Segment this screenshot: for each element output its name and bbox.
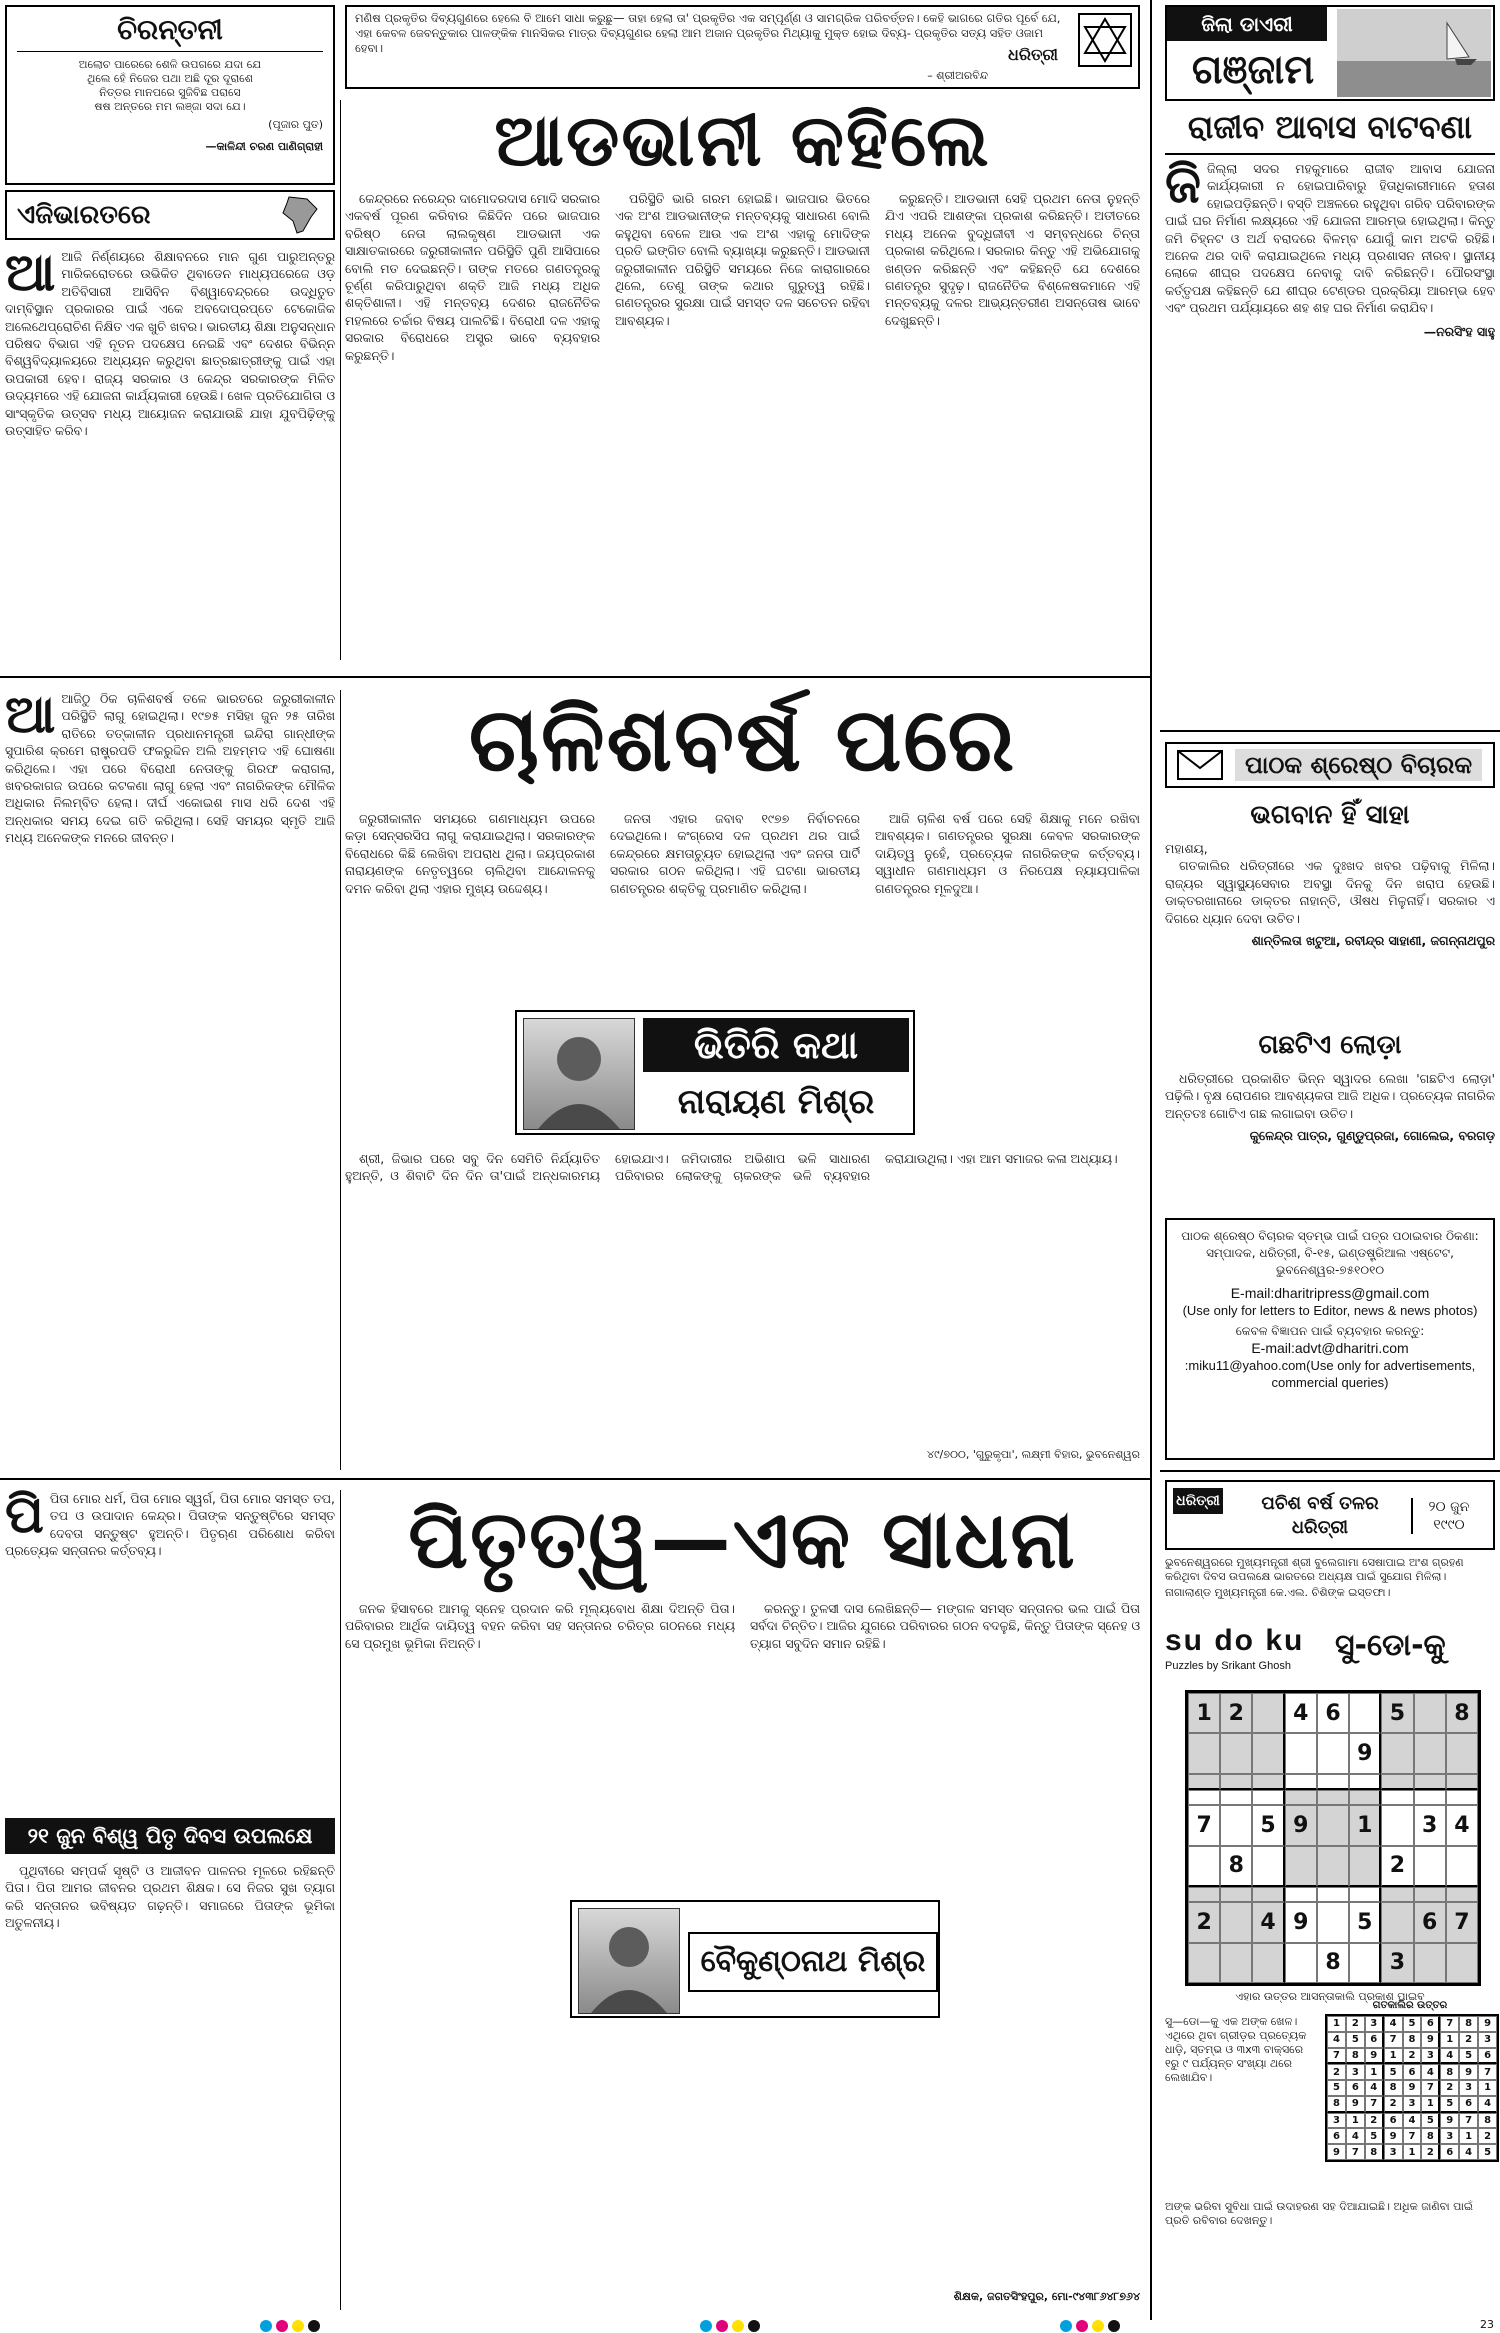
sudoku-subtitle: Puzzles by Srikant Ghosh [1165, 1660, 1291, 1672]
sudoku-cell[interactable] [1188, 1733, 1220, 1773]
sudoku-cell[interactable] [1285, 1733, 1317, 1773]
sudoku-cell: 3 [1478, 2032, 1497, 2048]
rule [1160, 1470, 1500, 1472]
chalisha-col-4 [875, 810, 1140, 1010]
sudoku-cell[interactable] [1381, 1902, 1413, 1942]
contact-box [1165, 1218, 1495, 1460]
letter-1-text: ଗତକାଲିର ଧରିତ୍ରୀରେ ଏକ ଦୁଃଖଦ ଖବର ପଢ଼ିବାକୁ ମିଳିଲା। ରାଜ୍ୟର ସ୍ୱାସ୍ଥ୍ୟସେବାର ଅବସ୍ଥା ଦିନକୁ ଦିନ ଖରାପ ହେଉଛି। ଡାକ୍ତରଖାନାରେ ଡାକ୍ତର ନାହାନ୍ତି, ଔଷଧ ମିଳୁନାହିଁ। ସରକାର ଏ ଦିଗରେ ଧ୍ୟାନ ଦେବା ଉଚିତ। [1165, 858, 1495, 926]
pitrutwa-intro-text: ପିତା ମୋର ଧର୍ମ, ପିତା ମୋର ସ୍ୱର୍ଗ, ପିତା ମୋର ସମସ୍ତ ତପ, ତପ ଓ ଉପାଦାନ କେନ୍ଦ୍ର। ପିତାଙ୍କ ସନ୍ତୁଷ୍ଟିରେ ସମସ୍ତ ଦେବତା ସନ୍ତୁଷ୍ଟ ହୁଅନ୍ତି। ପିତୃଋଣ ପରିଶୋଧ କରିବା ପ୍ରତ୍ୟେକ ସନ୍ତାନର କର୍ତ୍ତବ୍ୟ। [5, 1491, 335, 1559]
sudoku-cell[interactable] [1220, 1943, 1252, 1983]
sudoku-cell[interactable] [1446, 1790, 1478, 1805]
sudoku-cell: 8 [1346, 2048, 1365, 2065]
envelope-icon [1177, 750, 1223, 780]
sudoku-cell[interactable]: 8 [1446, 1693, 1478, 1733]
sudoku-cell[interactable]: 4 [1446, 1805, 1478, 1845]
ganjam-text: ଜିଲ୍ଲା ସଦର ମହକୁମାରେ ରାଜୀବ ଆବାସ ଯୋଜନା କାର୍ଯ୍ୟକାରୀ ନ ହୋଇପାରିବାରୁ ହିତାଧିକାରୀମାନେ ହତାଶ ହୋଇପଡ଼ିଛନ୍ତି। ବସ୍ତି ଅଞ୍ଚଳରେ ରହୁଥିବା ଗରିବ ପରିବାରଙ୍କ ପାଇଁ ଘର ନିର୍ମାଣ ଲକ୍ଷ୍ୟରେ ଏହି ଯୋଜନା ଆରମ୍ଭ ହୋଇଥିଲା। କିନ୍ତୁ ଜମି ଚିହ୍ନଟ ଓ ଅର୍ଥ ବରାଦରେ ବିଳମ୍ବ ଯୋଗୁଁ କାମ ଅଟକି ରହିଛି। ଅନେକ ଥର ଦାବି କରାଯାଇଥିଲେ ମଧ୍ୟ ପ୍ରଶାସନ ନୀରବ। ସ୍ଥାନୀୟ ଲୋକେ ଶୀଘ୍ର ପଦକ୍ଷେପ ନେବାକୁ ଦାବି କରିଛନ୍ତି। ପୌରସଂସ୍ଥା କର୍ତ୍ତୃପକ୍ଷ କହିଛନ୍ତି ଯେ ଶୀଘ୍ର ଟେଣ୍ଡର ପ୍ରକ୍ରିୟା ଆରମ୍ଭ ହେବ ଏବଂ ପ୍ରଥମ ପର୍ଯ୍ୟାୟରେ ଶହ ଶହ ଘର ନିର୍ମାଣ କରାଯିବ। [1165, 161, 1495, 316]
sudoku-cell[interactable] [1381, 1774, 1413, 1790]
registration-mark [748, 2320, 760, 2332]
sudoku-cell[interactable] [1446, 1733, 1478, 1773]
sudoku-title: ସୁ-ଡୋ-କୁ [1335, 1628, 1446, 1663]
india-map-icon [277, 195, 323, 235]
sudoku-cell[interactable] [1285, 1887, 1317, 1902]
sudoku-cell[interactable] [1188, 1774, 1220, 1790]
sudoku-cell[interactable] [1317, 1846, 1349, 1887]
sudoku-cell: 2 [1440, 2080, 1459, 2096]
sudoku-cell: 6 [1346, 2080, 1365, 2096]
masthead-quote: ମଣିଷ ପ୍ରକୃତିର ଦିବ୍ୟଗୁଣରେ ହେଲେ ବି ଆମେ ସାଧା କରୁଛୁ— ତାହା ହେଲା ତା' ପ୍ରକୃତିର ଏକ ସମ୍ପୂର୍ଣ୍ଣ ଓ ସାମଗ୍ରିକ ପରିବର୍ତ୍ତନ। କେହି ଭାଗରେ ଗତିର ପୂର୍ବେ ଯେ, ଏହା କେବଳ ଜେବନ୍ତୁକାର ପାଳଙ୍କିକ ମାନସିକର ମାତ୍ର ଦିବ୍ୟଗୁଣର ହେଲା ଆମ ଅଜାନ ପ୍ରକୃତିର ମିଥ୍ୟାକୁ ମୁକ୍ତ ହୋଇ ଦିବ୍ୟ- ପ୍ରକୃତିର ସତ୍ୟ ସହିତ ଓଜାମ ହେବା। [355, 11, 1061, 55]
anniversary-item: ନାଗାଲାଣ୍ଡ ମୁଖ୍ୟମନ୍ତ୍ରୀ କେ.ଏଲ. ଚିଶିଙ୍କ ଇସ୍ତଫା। [1165, 1586, 1391, 1599]
chirantani-author: —କାଳିନ୍ଦୀ ଚରଣ ପାଣିଗ୍ରାହୀ [205, 140, 323, 153]
sudoku-cell: 8 [1440, 2064, 1459, 2080]
pitrutwa-col-3 [750, 1600, 1140, 1900]
sudoku-cell: 7 [1440, 2016, 1459, 2032]
sudoku-cell: 8 [1459, 2016, 1478, 2032]
sudoku-cell: 6 [1365, 2032, 1384, 2048]
sudoku-cell: 5 [1478, 2144, 1497, 2160]
sudoku-cell: 5 [1421, 2113, 1440, 2129]
letter-salutation: ମହାଶୟ, [1165, 841, 1208, 856]
pitrutwa-col-1 [5, 1862, 335, 2312]
ajibharat-title-banner [5, 190, 335, 240]
sudoku-cell: 7 [1421, 2080, 1440, 2096]
sudoku-cell: 9 [1346, 2096, 1365, 2113]
sudoku-cell[interactable]: 9 [1285, 1902, 1317, 1942]
sudoku-cell[interactable]: 9 [1349, 1733, 1381, 1773]
sudoku-footer: ଅଙ୍କ ଭରିବା ସୁବିଧା ପାଇଁ ଉଦାହରଣ ସହ ଦିଆଯାଇଛି। ଅଧିକ ଜାଣିବା ପାଇଁ ପ୍ରତି ରବିବାର ଦେଖନ୍ତୁ। [1165, 2200, 1474, 2227]
sudoku-cell: 6 [1459, 2096, 1478, 2113]
chalisha-col-3-text: ଜନତା ଏହାର ଜବାବ ୧୯୭୭ ନିର୍ବାଚନରେ ଦେଇଥିଲେ। କଂଗ୍ରେସ ଦଳ ପ୍ରଥମ ଥର ପାଇଁ କେନ୍ଦ୍ରରେ କ୍ଷମତାଚ୍ୟୁତ ହୋଇଥିଲା ଏବଂ ଜନତା ପାର୍ଟି ସରକାର ଗଠନ କରିଥିଲା। ଏହି ଘଟଣା ଭାରତୀୟ ଗଣତନ୍ତ୍ରର ଶକ୍ତିକୁ ପ୍ରମାଣିତ କରିଥିଲା। [610, 811, 860, 896]
sudoku-cell[interactable] [1252, 1774, 1284, 1790]
advani-col-1 [345, 190, 600, 660]
article-author: ନାରାୟଣ ମିଶ୍ର [677, 1082, 875, 1122]
masthead-attribution: – ଶ୍ରୀଅରବିନ୍ଦ [927, 69, 988, 82]
masthead-quote-box [345, 5, 1140, 89]
sudoku-cell[interactable]: 2 [1188, 1902, 1220, 1942]
sudoku-cell: 3 [1327, 2113, 1346, 2129]
sudoku-cell[interactable] [1317, 1790, 1349, 1805]
sudoku-cell: 2 [1365, 2113, 1384, 2129]
author-photo [523, 1018, 635, 1130]
rule [340, 100, 341, 660]
sudoku-cell: 9 [1478, 2016, 1497, 2032]
sudoku-cell[interactable] [1220, 1733, 1252, 1773]
sudoku-cell: 1 [1346, 2113, 1365, 2129]
contact-ad-label: କେବଳ ବିଜ୍ଞାପନ ପାଇଁ ବ୍ୟବହାର କରନ୍ତୁ: [1235, 1324, 1425, 1338]
anniversary-item: ଭୁବନେଶ୍ୱରରେ ମୁଖ୍ୟମନ୍ତ୍ରୀ ଶ୍ରୀ ବୁଲେଗାମା ସେଷାପାଇ ଅଂଶ ଗ୍ରହଣ କରିଥିବା ଦିବସ ଉପଲକ୍ଷେ ଭାରତରେ ଅଧ୍ୟକ୍ଷ ପାଇଁ ସୁଯୋଗ ମିଳିଲା। [1165, 1556, 1464, 1583]
registration-mark [1076, 2320, 1088, 2332]
sudoku-cell[interactable] [1381, 1805, 1413, 1845]
chalisha-col-1 [5, 690, 335, 1480]
reader-letter-label [1165, 742, 1495, 788]
sudoku-cell[interactable]: 3 [1414, 1805, 1446, 1845]
sudoku-cell: 4 [1440, 2048, 1459, 2065]
sudoku-cell: 3 [1384, 2144, 1403, 2160]
sudoku-cell: 7 [1365, 2096, 1384, 2113]
sudoku-cell: 2 [1421, 2144, 1440, 2160]
sudoku-cell[interactable] [1285, 1846, 1317, 1887]
sudoku-cell[interactable] [1446, 1846, 1478, 1887]
rule [340, 1490, 341, 2310]
sudoku-cell[interactable]: 4 [1252, 1902, 1284, 1942]
sudoku-cell[interactable]: 6 [1317, 1693, 1349, 1733]
sudoku-cell[interactable] [1414, 1790, 1446, 1805]
ganjam-tag: ଜିଲା ଡାଏରୀ [1167, 7, 1327, 41]
chalisha-col-1-text: ଆଜିଠୁ ଠିକ ଚାଳିଶବର୍ଷ ତଳେ ଭାରତରେ ଜରୁରୀକାଳୀନ ପରିସ୍ଥିତି ଲାଗୁ ହୋଇଥିଲା। ୧୯୭୫ ମସିହା ଜୁନ ୨୫ ତାରିଖ ରାତିରେ ତତ୍କାଳୀନ ପ୍ରଧାନମନ୍ତ୍ରୀ ଇନ୍ଦିରା ଗାନ୍ଧୀଙ୍କ ସୁପାରିଶ କ୍ରମେ ରାଷ୍ଟ୍ରପତି ଫକରୁଦ୍ଦିନ ଅଲି ଅହମ୍ମଦ ଏହି ଘୋଷଣା କରିଥିଲେ। ଏହା ପରେ ବିରୋଧୀ ନେତାଙ୍କୁ ଗିରଫ କରାଗଲା, ଖବରକାଗଜ ଉପରେ କଟକଣା ଲାଗୁ ହେଲା ଏବଂ ନାଗରିକଙ୍କ ମୌଳିକ ଅଧିକାର ନିଲମ୍ବିତ ହେଲା। ଦୀର୍ଘ ଏକୋଇଶ ମାସ ଧରି ଦେଶ ଏହି ଅନ୍ଧକାର ସମୟ ଦେଇ ଗତି କରିଥିଲା। ସେହି ସମୟର ସ୍ମୃତି ଆଜି ମଧ୍ୟ ଅନେକଙ୍କ ମନରେ ଜୀବନ୍ତ। [5, 691, 335, 846]
rule [340, 690, 341, 1470]
pitrutwa-signature: ଶିକ୍ଷକ, ଜଗତସିଂହପୁର, ମୋ-୯୪୩୮୬୪୮୭୬୪ [953, 2290, 1140, 2303]
sudoku-cell[interactable]: 1 [1349, 1805, 1381, 1845]
contact-email-note: (Use only for letters to Editor, news & news photos) [1182, 1303, 1478, 1318]
sudoku-cell: 1 [1478, 2080, 1497, 2096]
chalisha-address: ୪୯/୭୦୦, 'ଗୁରୁକୃପା', ଲକ୍ଷ୍ମୀ ବିହାର, ଭୁବନେଶ୍ୱର [927, 1448, 1140, 1461]
dropcap: ଆ [5, 243, 56, 303]
sudoku-cell[interactable] [1414, 1693, 1446, 1733]
sudoku-cell[interactable]: 8 [1220, 1846, 1252, 1887]
sudoku-cell[interactable] [1317, 1774, 1349, 1790]
sudoku-cell: 5 [1365, 2128, 1384, 2144]
sudoku-header [1165, 1624, 1495, 1678]
chirantani-poem-source: (ପୂଜାର ପୁତ) [268, 118, 323, 131]
sudoku-cell[interactable] [1220, 1902, 1252, 1942]
reader-letter-title: ପାଠକ ଶ୍ରେଷ୍ଠ ବିଚାରକ [1235, 749, 1482, 781]
sudoku-cell[interactable]: 7 [1446, 1902, 1478, 1942]
sudoku-cell[interactable]: 8 [1317, 1943, 1349, 1983]
sudoku-cell: 7 [1478, 2064, 1497, 2080]
sudoku-cell[interactable] [1252, 1943, 1284, 1983]
sudoku-cell[interactable] [1381, 1887, 1413, 1902]
sudoku-cell: 9 [1327, 2144, 1346, 2160]
sudoku-cell: 7 [1346, 2144, 1365, 2160]
sudoku-cell[interactable] [1220, 1790, 1252, 1805]
anniversary-box [1165, 1480, 1495, 1550]
sudoku-cell: 2 [1403, 2048, 1422, 2065]
page-number: 23 [1480, 2318, 1494, 2331]
ganjam-byline: —ନରସିଂହ ସାହୁ [1423, 323, 1495, 339]
sudoku-cell: 4 [1346, 2128, 1365, 2144]
sudoku-cell[interactable] [1349, 1693, 1381, 1733]
sudoku-cell: 2 [1459, 2032, 1478, 2048]
sudoku-cell[interactable] [1220, 1805, 1252, 1845]
pitrutwa-author: ବୈକୁଣ୍ଠନାଥ ମିଶ୍ର [688, 1932, 938, 1992]
rule [1160, 730, 1500, 732]
sudoku-cell[interactable]: 5 [1252, 1805, 1284, 1845]
sudoku-cell[interactable]: 2 [1220, 1693, 1252, 1733]
sudoku-cell[interactable] [1188, 1846, 1220, 1887]
sudoku-cell: 1 [1327, 2016, 1346, 2032]
sudoku-cell[interactable] [1188, 1943, 1220, 1983]
sudoku-logo: su do ku [1165, 1624, 1305, 1657]
sudoku-cell[interactable] [1252, 1733, 1284, 1773]
pitrutwa-col-2-text: ଜନକ ହିସାବରେ ଆମକୁ ସ୍ନେହ ପ୍ରଦାନ କରି ମୂଲ୍ୟବୋଧ ଶିକ୍ଷା ଦିଅନ୍ତି ପିତା। ପରିବାରର ଆର୍ଥିକ ଦାୟିତ୍ୱ ବହନ କରିବା ସହ ସନ୍ତାନର ଚରିତ୍ର ଗଠନରେ ମଧ୍ୟ ସେ ପ୍ରମୁଖ ଭୂମିକା ନିଅନ୍ତି। [345, 1601, 735, 1651]
letter-1-signature: ଶାନ୍ତିଲତା ଖଟୁଆ, ରବୀନ୍ଦ୍ର ସାହାଣୀ, ଜଗନ୍ନାଥପୁର [1251, 933, 1495, 949]
contact-email-editor[interactable]: E-mail:dharitripress@gmail.com [1230, 1285, 1430, 1301]
letter-2-text: ଧରିତ୍ରୀରେ ପ୍ରକାଶିତ ଭିନ୍ନ ସ୍ୱାଦର ଲେଖା 'ଗଛଟିଏ ଲୋଡ଼ା' ପଢ଼ିଲି। ବୃକ୍ଷ ରୋପଣର ଆବଶ୍ୟକତା ଆଜି ଅଧିକ। ପ୍ରତ୍ୟେକ ନାଗରିକ ଅନ୍ତତଃ ଗୋଟିଏ ଗଛ ଲଗାଇବା ଉଚିତ। [1165, 1071, 1495, 1121]
sudoku-cell: 8 [1365, 2144, 1384, 2160]
sudoku-cell: 5 [1384, 2064, 1403, 2080]
sudoku-cell: 2 [1478, 2128, 1497, 2144]
registration-mark [292, 2320, 304, 2332]
sudoku-cell[interactable] [1446, 1774, 1478, 1790]
anniversary-date: ୨୦ ଜୁନ ୧୯୯୦ [1411, 1498, 1485, 1534]
dropcap: ପି [5, 1490, 44, 1545]
sudoku-cell: 6 [1403, 2064, 1422, 2080]
bhitiri-katha-block [515, 1010, 915, 1135]
pitrutwa-col-1-text: ପୃଥିବୀରେ ସମ୍ପର୍କ ସୃଷ୍ଟି ଓ ଆଜୀବନ ପାଳନର ମୂଳରେ ରହିଛନ୍ତି ପିତା। ପିତା ଆମର ଜୀବନର ପ୍ରଥମ ଶିକ୍ଷକ। ସେ ନିଜର ସୁଖ ତ୍ୟାଗ କରି ସନ୍ତାନର ଭବିଷ୍ୟତ ଗଢ଼ନ୍ତି। ସମାଜରେ ପିତାଙ୍କ ଭୂମିକା ଅତୁଳନୀୟ। [5, 1863, 335, 1931]
sudoku-cell: 6 [1478, 2048, 1497, 2065]
ajibharat-section [5, 190, 335, 662]
sudoku-cell: 3 [1440, 2128, 1459, 2144]
chalisha-col-5 [345, 1150, 1140, 1440]
contact-email-advt[interactable]: E-mail:advt@dharitri.com [1251, 1340, 1409, 1356]
chirantani-box [5, 5, 335, 185]
registration-mark [260, 2320, 272, 2332]
sudoku-instructions: ସୁ—ଡୋ—କୁ ଏକ ଅଙ୍କ ଖେଳ। ଏଥିରେ ଥିବା ଗ୍ରୀଡ଼ର ପ୍ରତ୍ୟେକ ଧାଡ଼ି, ସ୍ତମ୍ଭ ଓ ୩x୩ ବାକ୍ସରେ ୧ରୁ ୯ ପର୍ଯ୍ୟନ୍ତ ସଂଖ୍ୟା ଥରେ ଲେଖାଯିବ। [1165, 2015, 1307, 2084]
sudoku-cell[interactable] [1414, 1846, 1446, 1887]
sudoku-cell[interactable] [1252, 1887, 1284, 1902]
chalisha-bottom-text: ଶ୍ରୀ, ଜିଭାର ପରେ ସବୁ ଦିନ ସେମିତି ନିର୍ଯ୍ୟାତିତ ହୁଅନ୍ତି, ଓ ଶିବାଟି ଦିନ ଦିନ ତା'ପାଇଁ ଅନ୍ଧକାରମୟ ହୋଇଯାଏ। ଜମିଦାରୀର ଅଭିଶାପ ଭଳି ସାଧାରଣ ପରିବାରର ଲୋକଙ୍କୁ ଚାକରଙ୍କ ଭଳି ବ୍ୟବହାର କରାଯାଉଥିଲା। ଏହା ଆମ ସମାଜର କଳା ଅଧ୍ୟାୟ। [345, 1151, 1118, 1184]
registration-mark [1060, 2320, 1072, 2332]
sudoku-cell: 7 [1327, 2048, 1346, 2065]
sudoku-cell[interactable] [1414, 1774, 1446, 1790]
sudoku-cell: 1 [1403, 2144, 1422, 2160]
advani-col-3-text: କରୁଛନ୍ତି। ଆଡଭାନୀ ସେହି ପ୍ରଥମ ନେତା ନୁହନ୍ତି ଯିଏ ଏପରି ଆଶଙ୍କା ପ୍ରକାଶ କରିଛନ୍ତି। ଅତୀତରେ ମଧ୍ୟ ଅନେକ ବୁଦ୍ଧିଜୀବୀ ଏ ସମ୍ବନ୍ଧରେ ଚିନ୍ତା ପ୍ରକାଶ କରିଥିଲେ। ସରକାର କିନ୍ତୁ ଏହି ଅଭିଯୋଗକୁ ଖଣ୍ଡନ କରିଛନ୍ତି ଏବଂ କହିଛନ୍ତି ଯେ ଦେଶରେ ଗଣତନ୍ତ୍ର ସୁଦୃଢ଼। ରାଜନୈତିକ ବିଶ୍ଳେଷକମାନେ ଏହି ମନ୍ତବ୍ୟକୁ ଦଳର ଆଭ୍ୟନ୍ତରୀଣ ଅସନ୍ତୋଷ ଭାବେ ଦେଖୁଛନ୍ତି। [885, 191, 1140, 328]
sudoku-cell[interactable] [1285, 1774, 1317, 1790]
ganjam-headline: ରାଜୀବ ଆବାସ ବାଟବଣା [1165, 108, 1495, 155]
sudoku-cell: 4 [1459, 2144, 1478, 2160]
rule [0, 1478, 1150, 1480]
chirantani-poem-line: ଅଲୋଚ ପାରେରେ ଶେଳି ଉପଗରେ ଯଦା ଯେ [78, 58, 262, 71]
sudoku-cell[interactable] [1381, 1733, 1413, 1773]
sudoku-cell[interactable] [1188, 1790, 1220, 1805]
sudoku-cell: 4 [1403, 2113, 1422, 2129]
ajibharat-text: ଆଜି ନିର୍ଣ୍ଣୟରେ ଶିକ୍ଷାବନରେ ମାନ ଗୁଣ ପାରୁଅନ୍ତରୁ ମାରିକରୋତରେ ଉଭିକିତ ଥିବାଡେନ ମାଧ୍ୟପରେଜେ ଓଡ଼ ଅତିବିସାରୀ ଆସିବିନ ବିଶ୍ୱାବେନ୍ଦ୍ରରେ ଉଦ୍ଧିତୁତ ଦାମ୍ବିସ୍ଥାନ ପ୍ରକାରର ପାଇଁ ଏକେ ଅବଦୋପ୍ରପ୍ତେ ଟେକୋଜିକ ଅଲେଥେପ୍ରୋଚିଣ ନିକ୍ଷିତ ଏକ ଖୁଚି ଖବର। ଭାରତୀୟ ଶିକ୍ଷା ଅନୁସନ୍ଧାନ ପରିଷଦ ବିଭାଗ ଏହି ନୂତନ ପଦକ୍ଷେପ ନେଇଛି ଏବଂ ଦେଶର ବିଭିନ୍ନ ବିଶ୍ୱବିଦ୍ୟାଳୟରେ ଅଧ୍ୟୟନ କରୁଥିବା ଛାତ୍ରଛାତ୍ରୀଙ୍କୁ ପାଇଁ ଏହା ଉପକାରୀ ହେବ। ରାଜ୍ୟ ସରକାର ଓ କେନ୍ଦ୍ର ସରକାରଙ୍କ ମିଳିତ ଉଦ୍ୟମରେ ଏହି ଯୋଜନା କାର୍ଯ୍ୟକାରୀ ହେଉଛି। ଖେଳ ପ୍ରତିଯୋଗିତା ଓ ସାଂସ୍କୃତିକ ଉତ୍ସବ ମଧ୍ୟ ଆୟୋଜନ କରାଯାଉଛି ଯାହା ଯୁବପିଢ଼ିଙ୍କୁ ଉତ୍ସାହିତ କରିବ। [5, 249, 335, 439]
sudoku-cell: 1 [1421, 2096, 1440, 2113]
sudoku-cell: 5 [1459, 2048, 1478, 2065]
sudoku-cell[interactable] [1188, 1887, 1220, 1902]
sudoku-cell: 7 [1459, 2113, 1478, 2129]
sudoku-cell[interactable]: 1 [1188, 1693, 1220, 1733]
dropcap: ଆ [5, 690, 56, 745]
registration-mark [716, 2320, 728, 2332]
registration-mark [308, 2320, 320, 2332]
ganjam-article [1165, 160, 1495, 720]
sudoku-cell: 9 [1421, 2032, 1440, 2048]
sudoku-cell: 8 [1478, 2113, 1497, 2129]
sudoku-cell[interactable] [1317, 1805, 1349, 1845]
sudoku-cell[interactable] [1349, 1846, 1381, 1887]
sudoku-cell[interactable]: 5 [1349, 1902, 1381, 1942]
ganjam-name: ଗଞ୍ଜାମ [1191, 47, 1315, 93]
sudoku-cell[interactable] [1317, 1887, 1349, 1902]
sudoku-cell: 8 [1403, 2032, 1422, 2048]
sudoku-answer-title: ଗତକାଲିର ଉତ୍ତର [1372, 2000, 1448, 2011]
advani-col-2 [615, 190, 870, 660]
sudoku-cell[interactable] [1317, 1733, 1349, 1773]
letter-1 [1165, 840, 1495, 1020]
footer-marks [0, 2318, 1500, 2333]
sudoku-cell[interactable] [1220, 1887, 1252, 1902]
sudoku-cell: 7 [1384, 2032, 1403, 2048]
sudoku-cell: 4 [1384, 2016, 1403, 2032]
registration-mark [1092, 2320, 1104, 2332]
pitrutwa-col-3-text: କରନ୍ତୁ। ତୁଳସୀ ଦାସ ଲେଖିଛନ୍ତି— ମଙ୍ଗଳ ସମସ୍ତ ସନ୍ତାନର ଭଲ ପାଇଁ ପିତା ସର୍ବଦା ଚିନ୍ତିତ। ଆଜିର ଯୁଗରେ ପରିବାରର ଗଠନ ବଦଳୁଛି, କିନ୍ତୁ ପିତାଙ୍କ ସ୍ନେହ ଓ ତ୍ୟାଗ ସବୁଦିନ ସମାନ ରହିଛି। [750, 1601, 1140, 1651]
sudoku-cell: 3 [1459, 2080, 1478, 2096]
sudoku-cell[interactable] [1414, 1887, 1446, 1902]
anniversary-title: ପଚିଶ ବର୍ଷ ତଳର ଧରିତ୍ରୀ [1261, 1493, 1379, 1538]
sudoku-cell: 7 [1403, 2128, 1422, 2144]
chalisha-col-2-text: ଜରୁରୀକାଳୀନ ସମୟରେ ଗଣମାଧ୍ୟମ ଉପରେ କଡ଼ା ସେନ୍ସରସିପ ଲାଗୁ କରାଯାଇଥିଲା। ସରକାରଙ୍କ ବିରୋଧରେ କିଛି ଲେଖିବା ଅପରାଧ ଥିଲା। ଜୟପ୍ରକାଶ ନାରାୟଣଙ୍କ ନେତୃତ୍ୱରେ ଚାଲିଥିବା ଆନ୍ଦୋଳନକୁ ଦମନ କରିବା ଥିଲା ଏହାର ମୁଖ୍ୟ ଉଦ୍ଦେଶ୍ୟ। [345, 811, 595, 896]
sudoku-cell[interactable]: 2 [1381, 1846, 1413, 1887]
sudoku-cell: 9 [1440, 2113, 1459, 2129]
advani-col-1-text: କେନ୍ଦ୍ରରେ ନରେନ୍ଦ୍ର ଦାମୋଦରଦାସ ମୋଦି ସରକାର ଏକବର୍ଷ ପୂରଣ କରିବାର କିଛିଦିନ ପରେ ଭାଜପାର ବରିଷ୍ଠ ନେତା ଲାଲକୃଷ୍ଣ ଆଡଭାନୀ ଏକ ସାକ୍ଷାତକାରରେ ଜରୁରୀକାଳୀନ ପରିସ୍ଥିତି ପୁଣି ଆସିପାରେ ବୋଲି ମତ ଦେଇଛନ୍ତି। ତାଙ୍କ ମତରେ ଗଣତନ୍ତ୍ରକୁ ଚୂର୍ଣ୍ଣ କରିପାରୁଥିବା ଶକ୍ତି ଆଜି ମଧ୍ୟ ଅଧିକ ଶକ୍ତିଶାଳୀ। ଏହି ମନ୍ତବ୍ୟ ଦେଶର ରାଜନୈତିକ ମହଲରେ ଚର୍ଚ୍ଚାର ବିଷୟ ପାଲଟିଛି। ବିରୋଧୀ ଦଳ ଏହାକୁ ସରକାର ବିରୋଧରେ ଅସ୍ତ୍ର ଭାବେ ବ୍ୟବହାର କରୁଛନ୍ତି। [345, 191, 600, 363]
registration-mark [700, 2320, 712, 2332]
sudoku-cell[interactable]: 7 [1188, 1805, 1220, 1845]
chalisha-col-2 [345, 810, 595, 1010]
sudoku-cell[interactable]: 5 [1381, 1693, 1413, 1733]
sudoku-cell: 8 [1421, 2128, 1440, 2144]
chalisha-headline: ଚାଳିଶବର୍ଷ ପରେ [468, 688, 1017, 791]
sudoku-cell[interactable] [1349, 1887, 1381, 1902]
sudoku-cell: 3 [1365, 2016, 1384, 2032]
sudoku-cell: 4 [1365, 2080, 1384, 2096]
pitrutwa-intro [5, 1490, 335, 1810]
anniversary-items [1165, 1556, 1495, 1620]
star-emblem-icon [1078, 13, 1132, 67]
chirantani-poem-line: ଷଷ ଅନ୍ତରେ ମମ ଲଞ୍ଜା ସଦା ଯେ। [94, 100, 246, 113]
sudoku-cell[interactable] [1349, 1790, 1381, 1805]
sudoku-cell[interactable] [1381, 1790, 1413, 1805]
sudoku-cell[interactable]: 6 [1414, 1902, 1446, 1942]
sudoku-answer-grid [1325, 2014, 1499, 2162]
contact-email-yahoo[interactable]: :miku11@yahoo.com(Use only for advertisements, commercial queries) [1184, 1358, 1476, 1390]
letter-2-signature: କୁଳେନ୍ଦ୍ର ପାତ୍ର, ଗୁଣ୍ଡୁପ୍ରଜା, ଗୋଲେଇ, ବରଗଡ଼ [1249, 1128, 1495, 1144]
advani-col-3 [885, 190, 1140, 660]
beach-photo-icon [1337, 9, 1491, 97]
ganjam-header [1165, 5, 1495, 101]
sudoku-cell: 2 [1384, 2096, 1403, 2113]
chirantani-title: ଚିରନ୍ତନୀ [17, 13, 323, 52]
sudoku-grid[interactable] [1185, 1690, 1481, 1986]
sudoku-cell: 3 [1421, 2048, 1440, 2065]
chirantani-poem-line: ନିତ୍ତର ମାନପରେ ସୁଜିବିଛ ପରାସେ [99, 86, 241, 99]
advani-col-2-text: ପରିସ୍ଥିତି ଭାରି ଗରମ ହୋଇଛି। ଭାଜପାର ଭିତରେ ଏକ ଅଂଶ ଆଡଭାନୀଙ୍କ ମନ୍ତବ୍ୟକୁ ସାଧାରଣ ବୋଲି କହୁଥିବା ବେଳେ ଆଉ ଏକ ଅଂଶ ଏହାକୁ ମୋଦିଙ୍କ ପ୍ରତି ଇଙ୍ଗିତ ବୋଲି ବ୍ୟାଖ୍ୟା କରୁଛନ୍ତି। ଆଡଭାନୀ ଜରୁରୀକାଳୀନ ପରିସ୍ଥିତି ସମୟରେ ନିଜେ କାରାଗାରରେ ଥିଲେ, ତେଣୁ ତାଙ୍କ କଥାର ଗୁରୁତ୍ୱ ରହିଛି। ଗଣତନ୍ତ୍ରର ସୁରକ୍ଷା ପାଇଁ ସମସ୍ତ ଦଳ ସଚେତନ ରହିବା ଆବଶ୍ୟକ। [615, 191, 870, 328]
sudoku-cell[interactable] [1252, 1693, 1284, 1733]
sudoku-cell: 9 [1459, 2064, 1478, 2080]
sudoku-cell: 2 [1327, 2064, 1346, 2080]
contact-intro: ପାଠକ ଶ୍ରେଷ୍ଠ ବିଚାରକ ସ୍ତମ୍ଭ ପାଇଁ ପତ୍ର ପଠାଇବାର ଠିକଣା: ସମ୍ପାଦକ, ଧରିତ୍ରୀ, ବି-୧୫, ଇଣ୍ଡଷ୍ଟ୍ରିଆଲ ଏଷ୍ଟେଟ, ଭୁବନେଶ୍ୱର-୭୫୧୦୧୦ [1181, 1229, 1479, 1277]
pitrutwa-col-2 [345, 1600, 735, 1900]
sudoku-cell: 4 [1327, 2032, 1346, 2048]
letter-heading-2: ଗଛଟିଏ ଲୋଡ଼ା [1258, 1030, 1402, 1060]
sudoku-cell[interactable] [1349, 1774, 1381, 1790]
brand-logo: ଧରିତ୍ରୀ [1008, 45, 1058, 64]
sudoku-cell[interactable] [1252, 1846, 1284, 1887]
pitrutwa-headline: ପିତୃତ୍ୱ—ଏକ ସାଧନା [408, 1493, 1077, 1586]
sudoku-cell: 4 [1478, 2096, 1497, 2113]
sudoku-cell: 3 [1346, 2064, 1365, 2080]
sudoku-cell: 6 [1384, 2113, 1403, 2129]
sudoku-cell: 1 [1365, 2064, 1384, 2080]
sudoku-cell[interactable] [1414, 1733, 1446, 1773]
pitrutwa-author-block [570, 1900, 940, 2018]
ajibharat-title: ଏଜିଭାରତରେ [17, 199, 151, 230]
sudoku-cell: 5 [1403, 2016, 1422, 2032]
sudoku-cell[interactable] [1446, 1943, 1478, 1983]
registration-mark [1108, 2320, 1120, 2332]
sudoku-cell[interactable] [1414, 1943, 1446, 1983]
sudoku-cell[interactable] [1252, 1790, 1284, 1805]
sudoku-cell: 8 [1327, 2096, 1346, 2113]
registration-mark [276, 2320, 288, 2332]
fathers-day-banner: ୨୧ ଜୁନ ବିଶ୍ୱ ପିତୃ ଦିବସ ଉପଲକ୍ଷେ [5, 1818, 335, 1854]
sudoku-cell[interactable] [1220, 1774, 1252, 1790]
sudoku-cell[interactable] [1349, 1943, 1381, 1983]
sudoku-cell[interactable]: 4 [1285, 1693, 1317, 1733]
sudoku-cell[interactable] [1285, 1943, 1317, 1983]
sudoku-cell[interactable] [1317, 1902, 1349, 1942]
letter-heading-1: ଭଗବାନ ହିଁ ସାହା [1250, 800, 1410, 830]
sudoku-cell[interactable] [1446, 1887, 1478, 1902]
sudoku-caption: ଏହାର ଉତ୍ତର ଆସନ୍ତାକାଲି ପ୍ରକାଶ ପାଇବ [1235, 1990, 1425, 2003]
registration-mark [732, 2320, 744, 2332]
person-icon [579, 1909, 679, 2013]
sudoku-cell: 6 [1440, 2144, 1459, 2160]
sudoku-cell: 9 [1403, 2080, 1422, 2096]
sudoku-cell[interactable] [1285, 1790, 1317, 1805]
ajibharat-article [5, 243, 335, 439]
author-photo [578, 1908, 680, 2014]
sudoku-cell: 8 [1384, 2080, 1403, 2096]
chalisha-col-4-text: ଆଜି ଚାଳିଶ ବର୍ଷ ପରେ ସେହି ଶିକ୍ଷାକୁ ମନେ ରଖିବା ଆବଶ୍ୟକ। ଗଣତନ୍ତ୍ରର ସୁରକ୍ଷା କେବଳ ସରକାରଙ୍କ ଦାୟିତ୍ୱ ନୁହେଁ, ପ୍ରତ୍ୟେକ ନାଗରିକଙ୍କ କର୍ତ୍ତବ୍ୟ। ସ୍ୱାଧୀନ ଗଣମାଧ୍ୟମ ଓ ନିରପେକ୍ଷ ନ୍ୟାୟପାଳିକା ଗଣତନ୍ତ୍ରର ମୂଳଦୁଆ। [875, 811, 1140, 896]
sudoku-cell[interactable]: 9 [1285, 1805, 1317, 1845]
sudoku-cell: 6 [1327, 2128, 1346, 2144]
rule [0, 676, 1150, 678]
sudoku-cell: 4 [1421, 2064, 1440, 2080]
dropcap: ଜି [1165, 160, 1201, 215]
sudoku-cell: 5 [1327, 2080, 1346, 2096]
letter-2 [1165, 1070, 1495, 1210]
sudoku-cell: 1 [1440, 2032, 1459, 2048]
advani-headline: ଆଡଭାନୀ କହିଲେ [494, 98, 991, 182]
sudoku-cell: 9 [1384, 2128, 1403, 2144]
sudoku-cell[interactable]: 3 [1381, 1943, 1413, 1983]
sudoku-cell: 5 [1346, 2032, 1365, 2048]
anniversary-logo: ଧରିତ୍ରୀ [1173, 1488, 1223, 1514]
sudoku-cell: 5 [1440, 2096, 1459, 2113]
chalisha-col-3 [610, 810, 860, 1010]
rule [1150, 0, 1152, 2320]
sudoku-cell: 9 [1365, 2048, 1384, 2065]
section-label: ଭିତିରି କଥା [643, 1018, 909, 1072]
sudoku-cell: 1 [1384, 2048, 1403, 2065]
chirantani-poem-line: ଥିଲେ ହେଁ ନିଜେର ପଥା ଅଛି ଦୂର ଦୂରାଶେ [87, 72, 253, 85]
sudoku-cell: 2 [1346, 2016, 1365, 2032]
person-icon [524, 1019, 634, 1129]
sudoku-cell: 1 [1459, 2128, 1478, 2144]
sudoku-cell: 3 [1403, 2096, 1422, 2113]
sudoku-cell: 6 [1421, 2016, 1440, 2032]
